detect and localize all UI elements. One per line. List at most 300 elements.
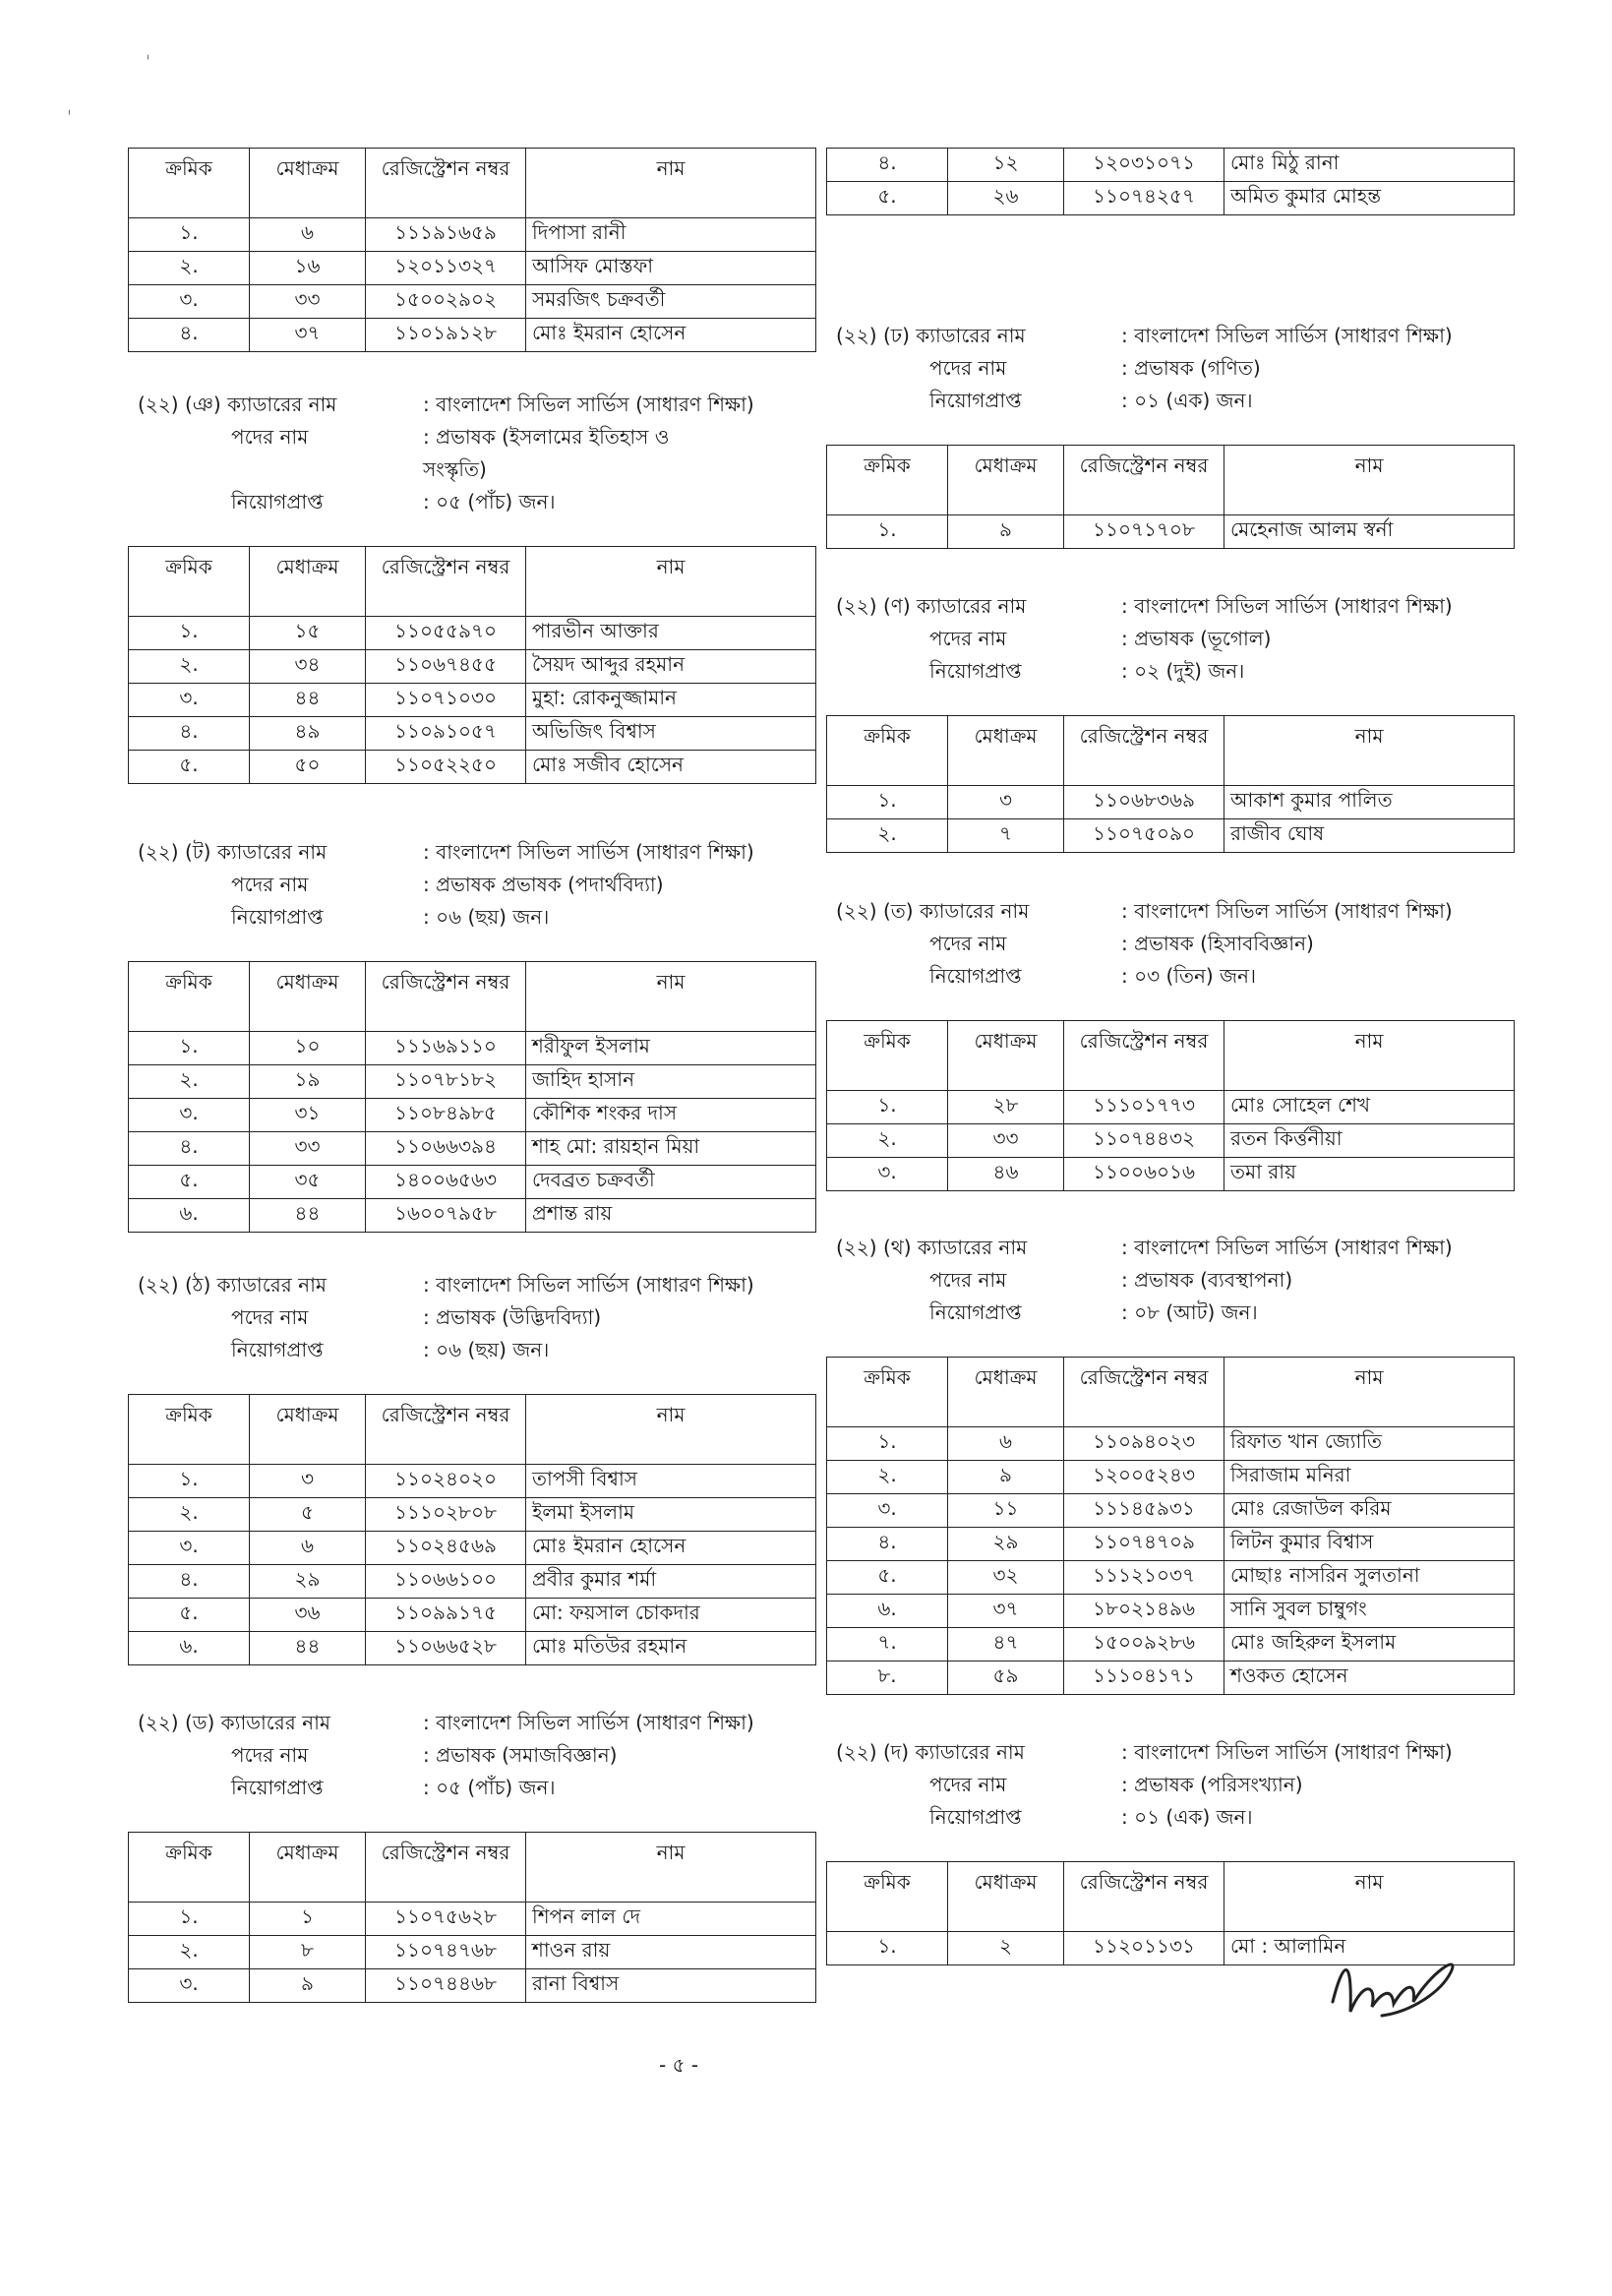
cell-name: তমা রায় <box>1224 1158 1515 1191</box>
cell-serial: ৪. <box>129 319 250 352</box>
cell-name: মোছাঃ নাসরিন সুলতানা <box>1224 1561 1515 1595</box>
cell-name: মোঃ সোহেল শেখ <box>1224 1091 1515 1124</box>
cell-merit: ২৬ <box>948 182 1064 215</box>
cell-merit: ৩৩ <box>250 285 366 319</box>
table-row <box>129 1532 816 1565</box>
appointed-value: : ০৬ (ছয়) জন। <box>423 1338 550 1361</box>
section-right6 <box>826 1736 1515 1965</box>
cell-reg: ১১০৭৪৪৬৮ <box>366 1969 526 2003</box>
cadre-label: ক্যাডারের নাম <box>216 840 328 864</box>
cell-merit: ১৫ <box>250 617 366 650</box>
cadre-label: ক্যাডারের নাম <box>919 899 1030 923</box>
cell-reg: ১১০৭৮১৮২ <box>366 1065 526 1099</box>
scan-speck: ˌ <box>146 41 150 62</box>
table-row <box>129 1903 816 1936</box>
cell-serial: ৩. <box>827 1158 948 1191</box>
cadre-label: ক্যাডারের নাম <box>916 324 1026 347</box>
cell-serial: ৬. <box>827 1595 948 1628</box>
post-label: পদের নাম <box>231 1305 309 1329</box>
section-left5 <box>128 1707 816 2003</box>
appointed-value: : ০৫ (পাঁচ) জন। <box>423 1776 556 1799</box>
column-header-serial: ক্রমিক <box>129 962 250 1032</box>
cell-reg: ১১১৬৯১১০ <box>366 1032 526 1065</box>
column-header-merit: মেধাক্রম <box>948 1021 1064 1091</box>
cell-serial: ২. <box>129 1498 250 1532</box>
column-header-reg: রেজিস্ট্রেশন নম্বর <box>1064 1358 1224 1427</box>
cell-serial: ১. <box>827 1091 948 1124</box>
cell-serial: ২. <box>129 1936 250 1969</box>
post-value-cont: সংস্কৃতি) <box>423 457 487 481</box>
cell-name: জাহিদ হাসান <box>526 1065 816 1099</box>
merit-table <box>826 1357 1515 1695</box>
cell-reg: ১১০৬৬৩৯৪ <box>366 1132 526 1166</box>
column-header-serial: ক্রমিক <box>827 716 948 786</box>
cell-name: মো : আলামিন <box>1224 1932 1515 1965</box>
cell-name: মোঃ সজীব হোসেন <box>526 751 816 784</box>
cell-serial: ৩. <box>827 1494 948 1528</box>
cell-name: কৌশিক শংকর দাস <box>526 1099 816 1132</box>
cell-merit: ৬ <box>948 1427 1064 1461</box>
column-header-name: নাম <box>1224 716 1515 786</box>
table-row <box>129 617 816 650</box>
table-header-row <box>827 1358 1515 1427</box>
column-header-name: নাম <box>1224 1021 1515 1091</box>
column-header-reg: রেজিস্ট্রেশন নম্বর <box>1064 1021 1224 1091</box>
merit-table <box>826 445 1515 549</box>
table-header-row <box>129 547 816 617</box>
table-row <box>827 515 1515 549</box>
cell-serial: ১. <box>129 1032 250 1065</box>
cell-merit: ২৯ <box>250 1565 366 1599</box>
cell-serial: ১. <box>129 218 250 252</box>
cell-merit: ৩৩ <box>948 1124 1064 1158</box>
cell-name: মোঃ মতিউর রহমান <box>526 1632 816 1665</box>
column-header-reg: রেজিস্ট্রেশন নম্বর <box>366 1395 526 1465</box>
section-header <box>826 590 1515 715</box>
cell-reg: ১১০৬৬৫২৮ <box>366 1632 526 1665</box>
cell-serial: ৬. <box>129 1199 250 1233</box>
post-label: পদের নাম <box>231 873 309 896</box>
cell-merit: ৩১ <box>250 1099 366 1132</box>
post-value: : প্রভাষক প্রভাষক (পদার্থবিদ্যা) <box>423 873 664 896</box>
cell-reg: ১১০৭৪২৫৭ <box>1064 182 1224 215</box>
cell-name: রতন কির্ত্তনীয়া <box>1224 1124 1515 1158</box>
cell-merit: ১০ <box>250 1032 366 1065</box>
post-value: : প্রভাষক (ভূগোল) <box>1121 627 1272 650</box>
cell-serial: ৪. <box>129 717 250 751</box>
post-label: পদের নাম <box>929 932 1007 955</box>
cell-reg: ১১০০৬০১৬ <box>1064 1158 1224 1191</box>
cell-reg: ১১০৬৮৩৬৯ <box>1064 786 1224 819</box>
table-row <box>827 786 1515 819</box>
cell-merit: ৩৪ <box>250 650 366 684</box>
section-left1 <box>128 148 816 352</box>
column-header-serial: ক্রমিক <box>827 446 948 515</box>
column-header-name: নাম <box>1224 446 1515 515</box>
table-row <box>129 1166 816 1199</box>
table-header-row <box>129 1395 816 1465</box>
post-value: : প্রভাষক (হিসাববিজ্ঞান) <box>1121 932 1314 955</box>
column-header-merit: মেধাক্রম <box>948 446 1064 515</box>
section-left3 <box>128 836 816 1233</box>
cell-name: মোঃ রেজাউল করিম <box>1224 1494 1515 1528</box>
cell-serial: ৭. <box>827 1628 948 1662</box>
table-header-row <box>827 716 1515 786</box>
cell-merit: ৯ <box>948 1461 1064 1494</box>
section-code: (২২) (দ) <box>836 1740 910 1764</box>
section-header <box>826 1232 1515 1357</box>
cell-reg: ১১০৮৪৯৮৫ <box>366 1099 526 1132</box>
column-header-merit: মেধাক্রম <box>250 1833 366 1903</box>
column-header-name: নাম <box>526 547 816 617</box>
cell-reg: ১৮০২১৪৯৬ <box>1064 1595 1224 1628</box>
cell-merit: ১৯ <box>250 1065 366 1099</box>
cell-serial: ১. <box>827 515 948 549</box>
cell-merit: ৪৬ <box>948 1158 1064 1191</box>
cadre-label: ক্যাডারের নাম <box>917 1236 1028 1259</box>
cell-reg: ১১২০১১৩১ <box>1064 1932 1224 1965</box>
merit-table <box>128 148 816 352</box>
cell-merit: ৯ <box>250 1969 366 2003</box>
cell-reg: ১১০৭৫০৯০ <box>1064 819 1224 853</box>
cell-serial: ৪. <box>129 1565 250 1599</box>
cell-reg: ১১০৯১০৫৭ <box>366 717 526 751</box>
column-header-merit: মেধাক্রম <box>948 1358 1064 1427</box>
appointed-value: : ০৮ (আট) জন। <box>1121 1300 1258 1324</box>
cell-merit: ৩৭ <box>250 319 366 352</box>
cell-merit: ১২ <box>948 149 1064 182</box>
cadre-value: : বাংলাদেশ সিভিল সার্ভিস (সাধারণ শিক্ষা) <box>1121 1236 1453 1259</box>
appointed-value: : ০১ (এক) জন। <box>1121 1805 1253 1829</box>
table-row <box>827 1091 1515 1124</box>
cell-merit: ৪৪ <box>250 1199 366 1233</box>
column-header-merit: মেধাক্রম <box>250 149 366 218</box>
table-row <box>827 1628 1515 1662</box>
cell-merit: ১১ <box>948 1494 1064 1528</box>
cell-serial: ৫. <box>129 751 250 784</box>
cell-merit: ৫৯ <box>948 1662 1064 1695</box>
cell-reg: ১১০৯৪০২৩ <box>1064 1427 1224 1461</box>
cell-name: অমিত কুমার মোহন্ত <box>1224 182 1515 215</box>
post-value: : প্রভাষক (উদ্ভিদবিদ্যা) <box>423 1305 602 1329</box>
column-header-reg: রেজিস্ট্রেশন নম্বর <box>366 149 526 218</box>
cadre-label: ক্যাডারের নাম <box>917 594 1027 618</box>
table-row <box>129 1599 816 1632</box>
section-code: (২২) (ঞ) <box>138 393 221 416</box>
section-header <box>826 895 1515 1020</box>
cell-merit: ২৯ <box>948 1528 1064 1561</box>
post-label: পদের নাম <box>929 1268 1007 1292</box>
table-row <box>129 650 816 684</box>
cell-merit: ১৬ <box>250 252 366 285</box>
cell-serial: ৪. <box>827 1528 948 1561</box>
appointed-label: নিয়োগপ্রাপ্ত <box>929 1805 1022 1829</box>
table-row <box>827 1662 1515 1695</box>
cell-name: মোঃ মিঠু রানা <box>1224 149 1515 182</box>
cell-merit: ১ <box>250 1903 366 1936</box>
cell-name: সিরাজাম মনিরা <box>1224 1461 1515 1494</box>
appointed-value: : ০৫ (পাঁচ) জন। <box>423 490 556 514</box>
cell-merit: ৩৭ <box>948 1595 1064 1628</box>
post-label: পদের নাম <box>231 1743 309 1767</box>
signature <box>1323 1943 1470 2025</box>
appointed-label: নিয়োগপ্রাপ্ত <box>231 905 324 929</box>
post-label: পদের নাম <box>231 425 309 449</box>
cell-serial: ১. <box>129 1465 250 1498</box>
cell-name: পারভীন আক্তার <box>526 617 816 650</box>
cell-reg: ১১১০২৮০৮ <box>366 1498 526 1532</box>
appointed-label: নিয়োগপ্রাপ্ত <box>231 1776 324 1799</box>
cell-merit: ৫ <box>250 1498 366 1532</box>
cell-serial: ১. <box>129 1903 250 1936</box>
cadre-value: : বাংলাদেশ সিভিল সার্ভিস (সাধারণ শিক্ষা) <box>1121 1740 1453 1764</box>
section-left2 <box>128 389 816 784</box>
table-row <box>129 1099 816 1132</box>
cell-merit: ৪৪ <box>250 1632 366 1665</box>
column-header-name: নাম <box>1224 1862 1515 1932</box>
cadre-label: ক্যাডারের নাম <box>216 1273 327 1297</box>
section-right3 <box>826 590 1515 853</box>
cell-reg: ১২০০৫২৪৩ <box>1064 1461 1224 1494</box>
cell-merit: ২ <box>948 1932 1064 1965</box>
cell-name: লিটন কুমার বিশ্বাস <box>1224 1528 1515 1561</box>
section-code: (২২) (ণ) <box>836 594 911 618</box>
cell-reg: ১১১৪৫৯৩১ <box>1064 1494 1224 1528</box>
cell-name: মোঃ জহিরুল ইসলাম <box>1224 1628 1515 1662</box>
column-header-name: নাম <box>526 1395 816 1465</box>
cadre-value: : বাংলাদেশ সিভিল সার্ভিস (সাধারণ শিক্ষা) <box>1121 324 1453 347</box>
cell-name: শরীফুল ইসলাম <box>526 1032 816 1065</box>
appointed-label: নিয়োগপ্রাপ্ত <box>929 659 1022 683</box>
cell-reg: ১১০৭১৭০৮ <box>1064 515 1224 549</box>
cell-reg: ১১১০১৭৭৩ <box>1064 1091 1224 1124</box>
cell-serial: ৮. <box>827 1662 948 1695</box>
cell-reg: ১১০৭৪৭৬৮ <box>366 1936 526 1969</box>
section-header <box>826 1736 1515 1861</box>
cell-reg: ১২০১১৩২৭ <box>366 252 526 285</box>
cadre-value: : বাংলাদেশ সিভিল সার্ভিস (সাধারণ শিক্ষা) <box>423 840 754 864</box>
table-row <box>129 1936 816 1969</box>
cell-name: আকাশ কুমার পালিত <box>1224 786 1515 819</box>
cell-merit: ৩২ <box>948 1561 1064 1595</box>
table-row <box>827 1595 1515 1628</box>
cell-name: শাওন রায় <box>526 1936 816 1969</box>
cell-merit: ৩ <box>948 786 1064 819</box>
cell-merit: ৩৫ <box>250 1166 366 1199</box>
cadre-value: : বাংলাদেশ সিভিল সার্ভিস (সাধারণ শিক্ষা) <box>423 393 754 416</box>
cell-name: প্রশান্ত রায় <box>526 1199 816 1233</box>
section-right1 <box>826 148 1515 215</box>
table-row <box>129 684 816 717</box>
appointed-label: নিয়োগপ্রাপ্ত <box>929 389 1022 412</box>
section-code: (২২) (ত) <box>836 899 914 923</box>
table-header-row <box>827 446 1515 515</box>
table-row <box>129 717 816 751</box>
cell-reg: ১১০৭৪৪৩২ <box>1064 1124 1224 1158</box>
cell-name: মেহেনাজ আলম স্বর্না <box>1224 515 1515 549</box>
merit-table <box>128 546 816 784</box>
appointed-label: নিয়োগপ্রাপ্ত <box>231 490 324 514</box>
column-header-reg: রেজিস্ট্রেশন নম্বর <box>1064 1862 1224 1932</box>
cell-reg: ১২০৩১০৭১ <box>1064 149 1224 182</box>
section-header <box>128 1707 816 1832</box>
merit-table <box>128 1832 816 2003</box>
cell-name: শিপন লাল দে <box>526 1903 816 1936</box>
cell-reg: ১৫০০২৯০২ <box>366 285 526 319</box>
section-code: (২২) (ড) <box>138 1711 215 1734</box>
cell-reg: ১১০২৪৫৬৯ <box>366 1532 526 1565</box>
column-header-name: নাম <box>526 962 816 1032</box>
cell-serial: ২. <box>827 1124 948 1158</box>
table-row <box>129 1969 816 2003</box>
cell-merit: ৯ <box>948 515 1064 549</box>
table-row <box>129 1032 816 1065</box>
cell-reg: ১১০৭৫৬২৮ <box>366 1903 526 1936</box>
cell-name: মুহা: রোকনুজ্জামান <box>526 684 816 717</box>
column-header-name: নাম <box>526 1833 816 1903</box>
cell-serial: ৩. <box>129 684 250 717</box>
section-header <box>128 836 816 961</box>
column-header-merit: মেধাক্রম <box>250 547 366 617</box>
column-header-reg: রেজিস্ট্রেশন নম্বর <box>366 1833 526 1903</box>
table-row <box>827 182 1515 215</box>
cell-serial: ২. <box>129 252 250 285</box>
table-row <box>129 1199 816 1233</box>
column-header-merit: মেধাক্রম <box>948 716 1064 786</box>
cell-serial: ১. <box>827 786 948 819</box>
cell-name: শাহ মো: রায়হান মিয়া <box>526 1132 816 1166</box>
table-row <box>827 1494 1515 1528</box>
appointed-label: নিয়োগপ্রাপ্ত <box>929 964 1022 988</box>
cell-serial: ১. <box>129 617 250 650</box>
cell-name: সৈয়দ আব্দুর রহমান <box>526 650 816 684</box>
column-header-serial: ক্রমিক <box>129 149 250 218</box>
post-value: : প্রভাষক (পরিসংখ্যান) <box>1121 1773 1303 1796</box>
table-row <box>129 1632 816 1665</box>
post-value: : প্রভাষক (গণিত) <box>1121 356 1261 380</box>
cell-reg: ১১১০৪১৭১ <box>1064 1662 1224 1695</box>
post-label: পদের নাম <box>929 1773 1007 1796</box>
table-row <box>129 1498 816 1532</box>
cadre-value: : বাংলাদেশ সিভিল সার্ভিস (সাধারণ শিক্ষা) <box>423 1711 754 1734</box>
cell-serial: ১. <box>827 1932 948 1965</box>
table-row <box>129 751 816 784</box>
table-row <box>129 1565 816 1599</box>
column-header-merit: মেধাক্রম <box>250 962 366 1032</box>
cell-serial: ৩. <box>129 285 250 319</box>
column-header-serial: ক্রমিক <box>129 1395 250 1465</box>
cell-serial: ২. <box>827 1461 948 1494</box>
appointed-label: নিয়োগপ্রাপ্ত <box>929 1300 1022 1324</box>
appointed-value: : ০১ (এক) জন। <box>1121 389 1253 412</box>
appointed-value: : ০৬ (ছয়) জন। <box>423 905 550 929</box>
merit-table <box>128 961 816 1233</box>
cell-reg: ১১০২৪০২০ <box>366 1465 526 1498</box>
column-header-merit: মেধাক্রম <box>250 1395 366 1465</box>
cadre-label: ক্যাডারের নাম <box>915 1740 1025 1764</box>
cell-merit: ২৮ <box>948 1091 1064 1124</box>
column-header-name: নাম <box>1224 1358 1515 1427</box>
cell-merit: ৩ <box>250 1465 366 1498</box>
table-header-row <box>827 1862 1515 1932</box>
table-header-row <box>129 149 816 218</box>
cell-name: দিপাসা রানী <box>526 218 816 252</box>
table-row <box>827 1561 1515 1595</box>
cell-name: আসিফ মোস্তফা <box>526 252 816 285</box>
table-row <box>827 149 1515 182</box>
merit-table <box>826 148 1515 215</box>
merit-table <box>826 715 1515 853</box>
section-left4 <box>128 1269 816 1665</box>
section-right5 <box>826 1232 1515 1695</box>
cell-reg: ১১০৯৯১৭৫ <box>366 1599 526 1632</box>
cadre-value: : বাংলাদেশ সিভিল সার্ভিস (সাধারণ শিক্ষা) <box>1121 594 1453 618</box>
section-right2 <box>826 320 1515 549</box>
cell-name: রিফাত খান জ্যোতি <box>1224 1427 1515 1461</box>
table-header-row <box>129 962 816 1032</box>
cell-serial: ৫. <box>129 1166 250 1199</box>
scan-speck: ˌ <box>67 96 72 117</box>
column-header-name: নাম <box>526 149 816 218</box>
table-row <box>827 1528 1515 1561</box>
cell-serial: ৫. <box>827 182 948 215</box>
cell-merit: ৩৩ <box>250 1132 366 1166</box>
appointed-value: : ০২ (দুই) জন। <box>1121 659 1245 683</box>
table-row <box>827 1461 1515 1494</box>
cell-name: মোঃ ইমরান হোসেন <box>526 1532 816 1565</box>
column-header-merit: মেধাক্রম <box>948 1862 1064 1932</box>
cell-reg: ১১০৫২২৫০ <box>366 751 526 784</box>
cell-reg: ১৫০০৯২৮৬ <box>1064 1628 1224 1662</box>
cell-merit: ৪৪ <box>250 684 366 717</box>
cell-reg: ১১১৯১৬৫৯ <box>366 218 526 252</box>
post-value: : প্রভাষক (সমাজবিজ্ঞান) <box>423 1743 618 1767</box>
cell-name: অভিজিৎ বিশ্বাস <box>526 717 816 751</box>
section-code: (২২) (থ) <box>836 1236 912 1259</box>
post-value: : প্রভাষক (ব্যবস্থাপনা) <box>1121 1268 1293 1292</box>
cell-merit: ৬ <box>250 218 366 252</box>
cell-name: সানি সুবল চাম্বুগং <box>1224 1595 1515 1628</box>
table-row <box>129 319 816 352</box>
column-header-reg: রেজিস্ট্রেশন নম্বর <box>366 547 526 617</box>
cell-serial: ৪. <box>129 1132 250 1166</box>
table-header-row <box>129 1833 816 1903</box>
table-row <box>827 1158 1515 1191</box>
cell-serial: ৫. <box>827 1561 948 1595</box>
cell-serial: ৬. <box>129 1632 250 1665</box>
cell-serial: ২. <box>827 819 948 853</box>
section-code: (২২) (ঠ) <box>138 1273 211 1297</box>
table-row <box>129 218 816 252</box>
cell-reg: ১১০৭১০৩০ <box>366 684 526 717</box>
cell-merit: ৬ <box>250 1532 366 1565</box>
cell-serial: ১. <box>827 1427 948 1461</box>
column-header-reg: রেজিস্ট্রেশন নম্বর <box>1064 446 1224 515</box>
cell-reg: ১১০৭৪৭০৯ <box>1064 1528 1224 1561</box>
cell-name: ইলমা ইসলাম <box>526 1498 816 1532</box>
cell-serial: ৩. <box>129 1099 250 1132</box>
cell-serial: ২. <box>129 650 250 684</box>
column-header-serial: ক্রমিক <box>129 1833 250 1903</box>
section-code: (২২) (ঢ) <box>836 324 910 347</box>
cadre-label: ক্যাডারের নাম <box>227 393 337 416</box>
cell-name: মো: ফয়সাল চোকদার <box>526 1599 816 1632</box>
cell-reg: ১১০৬৬১০০ <box>366 1565 526 1599</box>
merit-table <box>826 1020 1515 1191</box>
cell-name: শওকত হোসেন <box>1224 1662 1515 1695</box>
cell-name: সমরজিৎ চক্রবর্তী <box>526 285 816 319</box>
table-row <box>827 819 1515 853</box>
